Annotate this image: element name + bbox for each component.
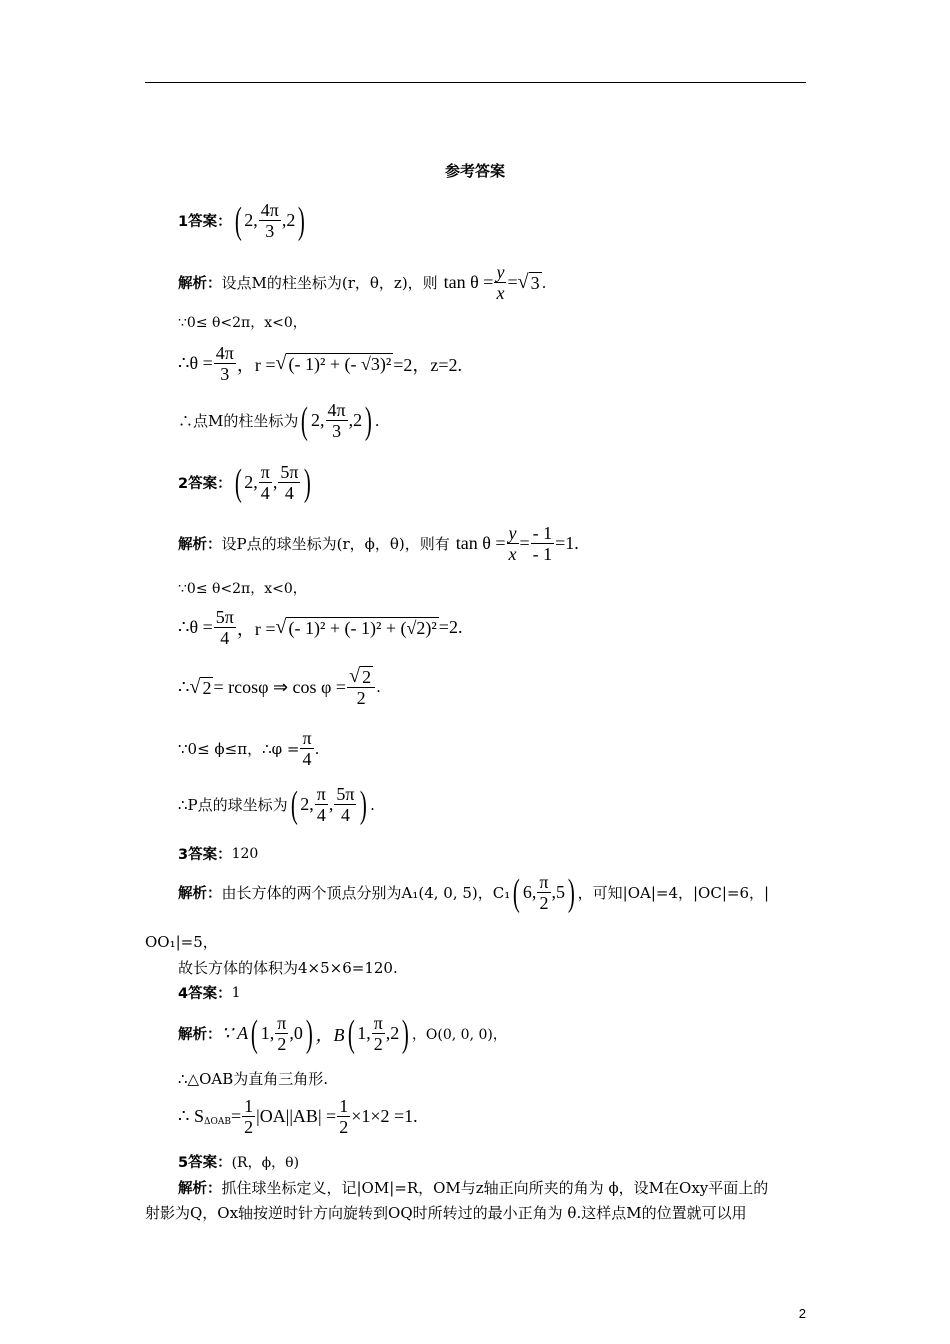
q5-answer-line — [178, 1151, 299, 1172]
q5-jiexi-label: 解析： — [178, 1181, 222, 1197]
q2-text: 设P点的球坐标为(r，ϕ，θ)，则有 — [221, 535, 450, 553]
q4-jiexi-label: 解析： — [178, 1027, 222, 1043]
q4-line3: ∴ S $_{\Delta OAB}$ = $\frac{1}{2}$ |OA||AB| = $\frac{1}{2}$ ×1×2 =1. — [178, 1096, 418, 1137]
q3-line2: OO₁|=5， — [145, 933, 218, 951]
q4-point-b: ( 1, $\frac{\pi}{2}$ ,2 ) — [347, 1012, 410, 1055]
page-title: 参考答案 — [444, 162, 505, 180]
q2-jiexi-label: 解析： — [178, 537, 222, 553]
page-number: 2 — [798, 1306, 806, 1321]
q1-line2: ∵0≤ θ<2π，x<0， — [178, 315, 307, 331]
q1-answer-line — [178, 200, 308, 241]
q4-point-a: ( 1, $\frac{\pi}{2}$ ,0 ) — [250, 1012, 313, 1055]
q5-line2: 射影为Q，Ox轴按逆时针方向旋转到OQ时所转过的最小正角为 θ.这样点M的位置就可以用 — [145, 1204, 747, 1222]
q2-label: 2答案： — [178, 476, 232, 492]
q3-jiexi-label: 解析： — [178, 886, 222, 902]
q2-tan: tan θ = — [455, 533, 506, 553]
q3-answer: 120 — [231, 845, 259, 862]
q1-sqrt: √ 3 — [517, 271, 540, 293]
q2-line5: ∵0≤ ϕ≤π，∴φ = $\frac{\pi}{4}$ . — [178, 728, 320, 769]
q1-jiexi-line — [178, 262, 546, 303]
q1-text: 设点M的柱坐标为(r，θ，z)，则 — [221, 274, 438, 292]
q1-conclusion: ∴点M的柱坐标为 — [178, 412, 299, 430]
q2-answer: ( 2, $\frac{\pi}{4}$ , $\frac{5\pi}{4}$ ) — [234, 461, 312, 504]
q1-jiexi-label: 解析： — [178, 276, 222, 292]
q1-r-sqrt: √ (- 1)² + (- √3)² — [275, 352, 392, 374]
q3-answer-line — [178, 843, 258, 864]
q2-line6: ∴P点的球坐标为 ( 2, $\frac{\pi}{4}$ , $\frac{5\pi}{4}$ ) . — [178, 783, 375, 826]
q5-jiexi-line: 解析： 抓住球坐标定义，记|OM|=R，OM与z轴正向所夹的角为 ϕ，设M在Oxy平面上的 — [178, 1179, 769, 1197]
q2-line4: ∴ √ 2 = rcosφ ⇒ cos φ = √ 2 2 . — [178, 665, 381, 708]
q1-line3: ∴θ = $\frac{4\pi}{3}$ ，r = √ (- 1)² + (- √3)² =2，z=2. — [178, 343, 463, 384]
q1-theta: ∴θ = — [178, 353, 213, 373]
header-rule — [145, 82, 806, 83]
q1-line3-end: =2，z=2. — [393, 354, 463, 375]
q2-line2: ∵0≤ θ<2π，x<0， — [178, 581, 307, 597]
q1-tan: tan θ = — [443, 272, 494, 292]
q3-c1-coords: ( 6, $\frac{\pi}{2}$ ,5 ) — [513, 871, 575, 914]
q2-answer-line — [178, 462, 314, 503]
q1-coords: ( 2, $\frac{4\pi}{3}$ ,2 ) — [301, 399, 372, 442]
q3-line3: 故长方体的体积为4×5×6=120. — [178, 959, 398, 977]
q3-label: 3答案： — [178, 847, 232, 863]
q2-r-sqrt: √ (- 1)² + (- 1)² + (√2)² — [275, 616, 437, 638]
q1-frac: $\frac{y}{x}$ — [496, 262, 505, 303]
q4-line2: ∴△OAB为直角三角形. — [178, 1070, 329, 1088]
q2-jiexi-line: 解析： 设P点的球坐标为(r，ϕ，θ)，则有 tan θ = $\frac{y}{x}$ = $\frac{- 1}{- 1}$ =1. — [178, 523, 579, 564]
q2-line3: ∴θ = $\frac{5\pi}{4}$ ，r = √ (- 1)² + (- 1)² + (√2)² =2. — [178, 607, 463, 648]
q1-r: ，r = — [236, 354, 276, 375]
q4-answer-line — [178, 982, 241, 1003]
q4-answer: 1 — [231, 984, 241, 1001]
q1-label: 1答案： — [178, 214, 232, 230]
q4-jiexi-line: 解析： ∵ A ( 1, $\frac{\pi}{2}$ ,0 ) ，B ( 1, $\frac{\pi}{2}$ ,2 ) ，O(0, 0, 0)， — [178, 1012, 507, 1055]
q1-eq: = — [507, 272, 518, 292]
q4-label: 4答案： — [178, 986, 232, 1002]
q2-coords: ( 2, $\frac{\pi}{4}$ , $\frac{5\pi}{4}$ ) — [290, 783, 368, 826]
q5-label: 5答案： — [178, 1155, 232, 1171]
q5-answer: (R，ϕ，θ) — [231, 1154, 300, 1171]
q3-jiexi-line: 解析： 由长方体的两个顶点分别为A₁(4, 0, 5)，C₁ ( 6, $\frac{\pi}{2}$ ,5 ) ，可知|OA|=4，|OC|=6，| — [178, 871, 770, 914]
q1-end: . — [541, 273, 547, 292]
q1-line4: ∴点M的柱坐标为 ( 2, $\frac{4\pi}{3}$ ,2 ) . — [178, 399, 380, 442]
q1-answer: ( 2, $\frac{4\pi}{3}$ ,2 ) — [234, 199, 306, 242]
